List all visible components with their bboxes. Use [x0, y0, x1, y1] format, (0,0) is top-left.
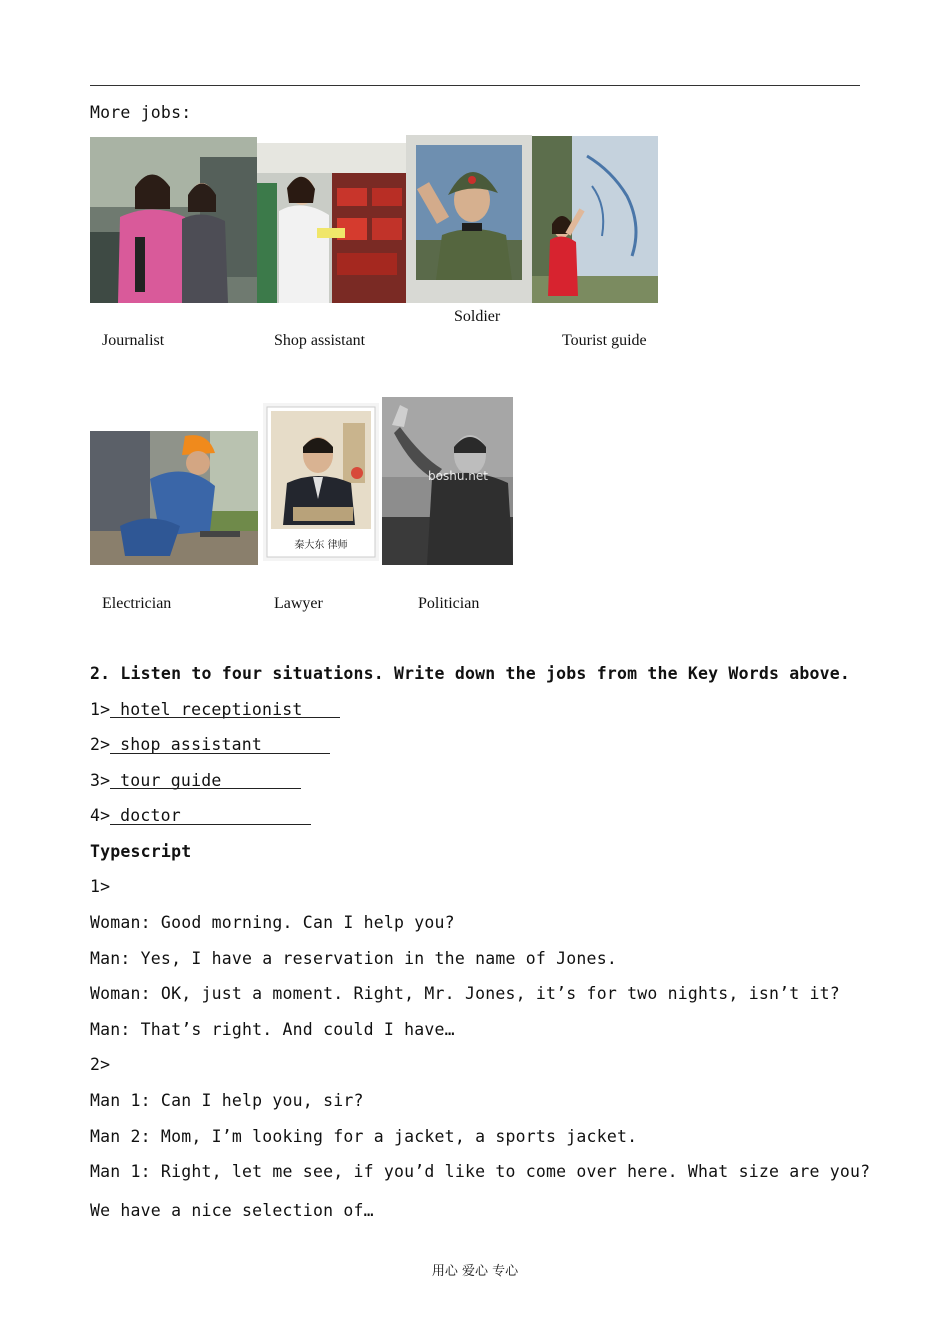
- typescript-line: Man: That’s right. And could I have…: [90, 1020, 455, 1039]
- answer-2-text: shop assistant: [110, 735, 263, 754]
- answer-3-underline: [110, 788, 301, 789]
- label-lawyer: Lawyer: [274, 595, 323, 612]
- label-electrician: Electrician: [102, 595, 172, 612]
- header-rule: [90, 85, 860, 86]
- lawyer-nameplate-caption: 秦大东 律师: [294, 540, 348, 551]
- answer-1-underline: [110, 717, 340, 718]
- answer-2-number: 2>: [90, 735, 111, 754]
- exercise-instruction: 2. Listen to four situations. Write down the jobs from the Key Words above.: [90, 664, 851, 683]
- section-heading: More jobs:: [90, 103, 192, 122]
- answer-3-number: 3>: [90, 771, 111, 790]
- soldier-photo: [406, 135, 532, 303]
- answer-1-number: 1>: [90, 700, 111, 719]
- typescript-line: Man: Yes, I have a reservation in the name of Jones.: [90, 949, 617, 968]
- label-shop-assistant: Shop assistant: [274, 332, 366, 349]
- tourist-guide-photo: [532, 136, 658, 303]
- typescript-line: Man 1: Right, let me see, if you’d like to come over here. What size are you?: [90, 1162, 871, 1181]
- typescript-line: Man 2: Mom, I’m looking for a jacket, a sports jacket.: [90, 1127, 638, 1146]
- shop-assistant-photo: [257, 143, 406, 303]
- lawyer-photo: [263, 403, 379, 561]
- typescript-line: Woman: OK, just a moment. Right, Mr. Jones, it’s for two nights, isn’t it?: [90, 984, 840, 1003]
- label-tourist-guide: Tourist guide: [562, 332, 647, 349]
- politician-photo: [382, 397, 513, 565]
- page-footer: 用心 爱心 专心: [431, 1264, 519, 1279]
- typescript-line: Woman: Good morning. Can I help you?: [90, 913, 455, 932]
- typescript-title: Typescript: [90, 842, 192, 861]
- typescript-line: 2>: [90, 1055, 111, 1074]
- label-journalist: Journalist: [102, 332, 165, 349]
- typescript-line: We have a nice selection of…: [90, 1201, 374, 1220]
- answer-4-underline: [110, 824, 311, 825]
- answer-2-underline: [110, 753, 330, 754]
- answer-4-text: doctor: [110, 806, 181, 825]
- answer-1-text: hotel receptionist: [110, 700, 303, 719]
- politician-watermark: boshu.net: [428, 469, 488, 483]
- electrician-photo: [90, 431, 258, 565]
- label-politician: Politician: [418, 595, 480, 612]
- typescript-line: 1>: [90, 877, 111, 896]
- typescript-line: Man 1: Can I help you, sir?: [90, 1091, 364, 1110]
- label-soldier: Soldier: [454, 308, 501, 325]
- answer-3-text: tour guide: [110, 771, 222, 790]
- answer-4-number: 4>: [90, 806, 111, 825]
- journalist-photo: [90, 137, 257, 303]
